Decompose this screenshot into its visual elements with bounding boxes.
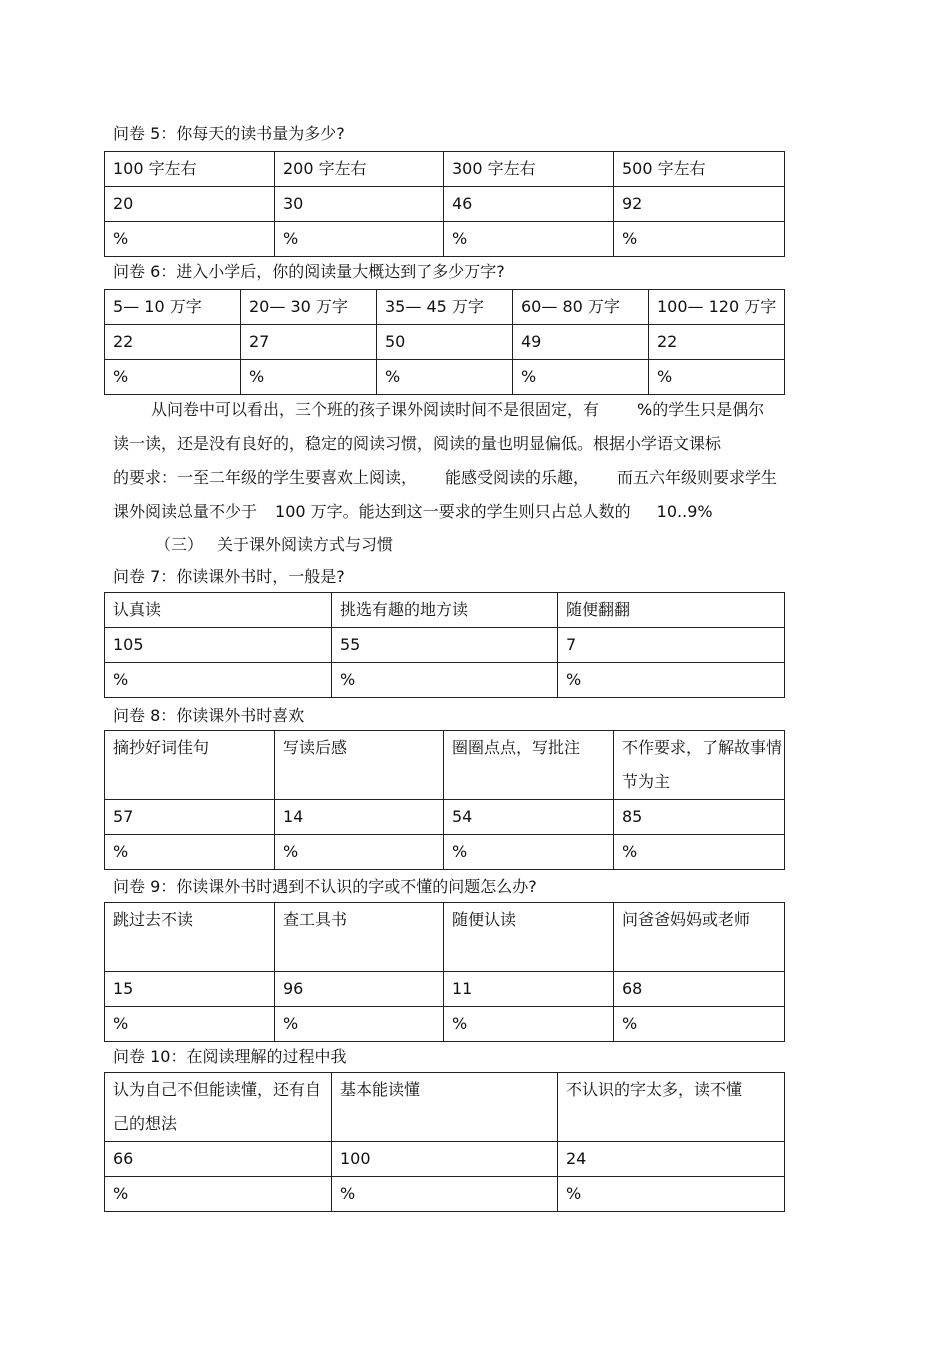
q6-count: 22	[649, 325, 785, 360]
q7-percent: %	[558, 663, 785, 698]
q9-percent-row	[105, 1007, 785, 1042]
q5-percent-row	[105, 222, 785, 257]
paragraph-text: 从问卷中可以看出，三个班的孩子课外阅读时间不是很固定，有	[151, 400, 600, 419]
q9-option: 问爸爸妈妈或老师	[614, 903, 785, 972]
q5-title: 问卷 5：你每天的读书量为多少?	[113, 124, 345, 143]
q7-count: 105	[105, 628, 332, 663]
paragraph-line: 读一读，还是没有良好的，稳定的阅读习惯，阅读的量也明显偏低。根据小学语文课标	[113, 434, 722, 453]
q9-title: 问卷 9：你读课外书时遇到不认识的字或不懂的问题怎么办?	[113, 877, 537, 896]
q5-count: 20	[105, 187, 275, 222]
q8-percent: %	[614, 835, 785, 870]
q9-percent: %	[275, 1007, 444, 1042]
q7-title: 问卷 7：你读课外书时，一般是?	[113, 567, 345, 586]
q6-option: 100— 120 万字	[649, 290, 785, 325]
paragraph-text: %的学生只是偶尔	[637, 400, 765, 419]
q9-count: 68	[614, 972, 785, 1007]
q10-option: 基本能读懂	[332, 1073, 558, 1142]
q10-option: 不认识的字太多，读不懂	[558, 1073, 785, 1142]
q10-header-row	[105, 1073, 785, 1142]
paragraph-line	[113, 461, 833, 495]
q8-count: 14	[275, 800, 444, 835]
q10-percent: %	[332, 1177, 558, 1212]
q8-percent-row	[105, 835, 785, 870]
q7-percent: %	[105, 663, 332, 698]
q8-percent: %	[444, 835, 614, 870]
q8-option: 圈圈点点，写批注	[444, 731, 614, 800]
q10-count-row	[105, 1142, 785, 1177]
q9-option: 查工具书	[275, 903, 444, 972]
q9-percent: %	[444, 1007, 614, 1042]
q6-percent: %	[105, 360, 241, 395]
q5-option: 500 字左右	[614, 152, 785, 187]
q8-count: 57	[105, 800, 275, 835]
q10-count: 100	[332, 1142, 558, 1177]
q5-option: 200 字左右	[275, 152, 444, 187]
q5-percent: %	[444, 222, 614, 257]
paragraph-text: 100 万字。能达到这一要求的学生则只占总人数的	[275, 502, 631, 521]
q8-table	[104, 730, 785, 870]
q9-count: 96	[275, 972, 444, 1007]
q6-option: 35— 45 万字	[377, 290, 513, 325]
q9-percent: %	[105, 1007, 275, 1042]
q8-title: 问卷 8：你读课外书时喜欢	[113, 706, 305, 725]
q6-count: 49	[513, 325, 649, 360]
q8-option: 写读后感	[275, 731, 444, 800]
q6-count: 27	[241, 325, 377, 360]
q8-percent: %	[105, 835, 275, 870]
analysis-paragraph	[113, 393, 833, 529]
q7-percent-row	[105, 663, 785, 698]
q5-table	[104, 151, 785, 257]
paragraph-line	[113, 393, 833, 427]
q10-count: 24	[558, 1142, 785, 1177]
q6-count-row	[105, 325, 785, 360]
q7-count: 7	[558, 628, 785, 663]
q6-percent: %	[377, 360, 513, 395]
q8-option: 不作要求，了解故事情节为主	[614, 731, 785, 800]
q6-option: 5— 10 万字	[105, 290, 241, 325]
q7-count-row	[105, 628, 785, 663]
q5-count-row	[105, 187, 785, 222]
q6-count: 50	[377, 325, 513, 360]
q5-count: 30	[275, 187, 444, 222]
q5-option: 100 字左右	[105, 152, 275, 187]
q5-percent: %	[105, 222, 275, 257]
paragraph-text: 而五六年级则要求学生	[617, 468, 778, 487]
q7-option: 认真读	[105, 593, 332, 628]
q8-count: 85	[614, 800, 785, 835]
q7-percent: %	[332, 663, 558, 698]
q7-option: 随便翻翻	[558, 593, 785, 628]
q9-count-row	[105, 972, 785, 1007]
paragraph-line	[113, 495, 833, 529]
q10-percent-row	[105, 1177, 785, 1212]
q5-percent: %	[275, 222, 444, 257]
paragraph-text: 10..9%	[656, 502, 713, 521]
section-title: 关于课外阅读方式与习惯	[217, 535, 394, 554]
q9-count: 15	[105, 972, 275, 1007]
q10-count: 66	[105, 1142, 332, 1177]
q6-percent: %	[513, 360, 649, 395]
q7-table	[104, 592, 785, 698]
paragraph-text: 能感受阅读的乐趣，	[445, 468, 590, 487]
q8-count-row	[105, 800, 785, 835]
section-heading	[155, 535, 393, 555]
q6-table	[104, 289, 785, 395]
q5-count: 46	[444, 187, 614, 222]
q7-option: 挑选有趣的地方读	[332, 593, 558, 628]
paragraph-text: 的要求：一至二年级的学生要喜欢上阅读，	[113, 468, 418, 487]
section-number: （三）	[155, 535, 204, 554]
q10-option: 认为自己不但能读懂，还有自己的想法	[105, 1073, 332, 1142]
q10-percent: %	[558, 1177, 785, 1212]
q8-percent: %	[275, 835, 444, 870]
q8-option: 摘抄好词佳句	[105, 731, 275, 800]
q8-header-row	[105, 731, 785, 800]
q6-percent-row	[105, 360, 785, 395]
q5-count: 92	[614, 187, 785, 222]
q6-percent: %	[241, 360, 377, 395]
q7-count: 55	[332, 628, 558, 663]
q6-option: 60— 80 万字	[513, 290, 649, 325]
q5-header-row	[105, 152, 785, 187]
q10-table	[104, 1072, 785, 1212]
q9-option: 随便认读	[444, 903, 614, 972]
q6-count: 22	[105, 325, 241, 360]
q6-percent: %	[649, 360, 785, 395]
paragraph-text: 课外阅读总量不少于	[113, 502, 258, 521]
q10-percent: %	[105, 1177, 332, 1212]
q6-header-row	[105, 290, 785, 325]
q5-percent: %	[614, 222, 785, 257]
q8-count: 54	[444, 800, 614, 835]
q7-header-row	[105, 593, 785, 628]
q9-header-row	[105, 903, 785, 972]
q9-table	[104, 902, 785, 1042]
q6-option: 20— 30 万字	[241, 290, 377, 325]
q9-percent: %	[614, 1007, 785, 1042]
q9-count: 11	[444, 972, 614, 1007]
q6-title: 问卷 6：进入小学后，你的阅读量大概达到了多少万字?	[113, 262, 505, 281]
q9-option: 跳过去不读	[105, 903, 275, 972]
q10-title: 问卷 10：在阅读理解的过程中我	[113, 1047, 347, 1066]
q5-option: 300 字左右	[444, 152, 614, 187]
